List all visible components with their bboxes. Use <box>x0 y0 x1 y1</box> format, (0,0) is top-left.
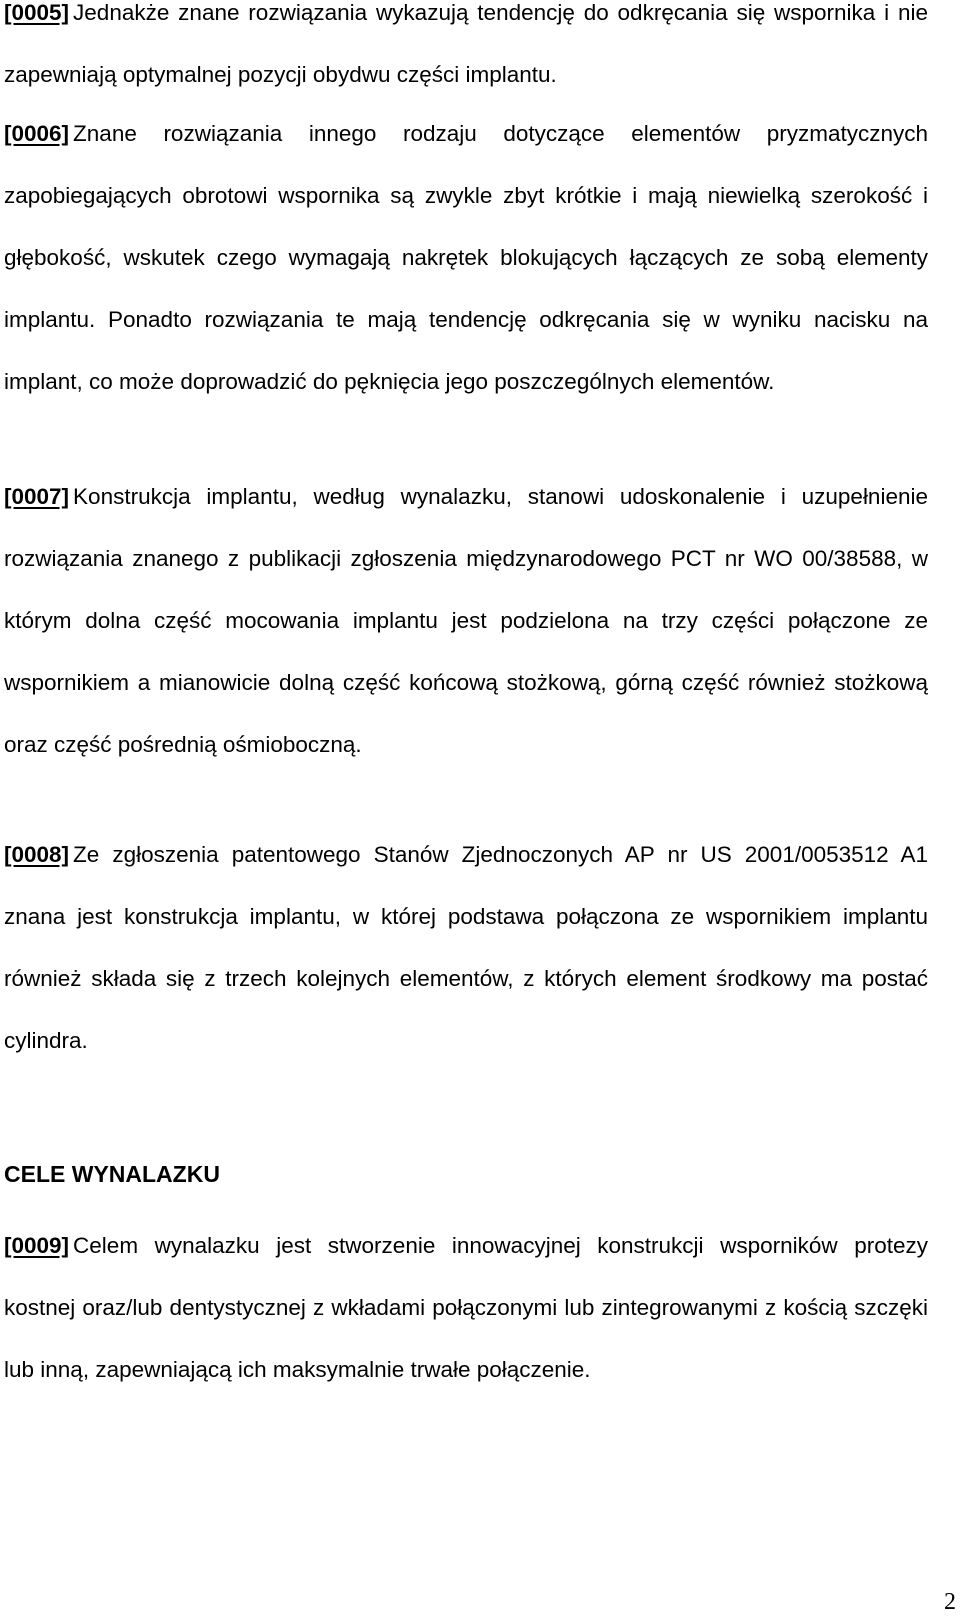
paragraph-0007 <box>4 466 928 776</box>
paragraph-number: [0005] <box>4 0 70 25</box>
paragraph-0005 <box>4 0 928 106</box>
paragraph-number: [0007] <box>4 484 70 509</box>
paragraph-0008 <box>4 824 928 1072</box>
paragraph-number: [0008] <box>4 842 70 867</box>
paragraph-number: [0009] <box>4 1233 70 1258</box>
paragraph-number: [0006] <box>4 121 70 146</box>
paragraph-0006 <box>4 103 928 413</box>
paragraph-text: Konstrukcja implantu, według wynalazku, stanowi udoskonalenie i uzupełnienie rozwiązania znanego z publikacji zgłoszenia międzynarodowego PCT nr WO 00/38588, w którym dolna część mocowania implantu jest podzielona na trzy części połączone ze wspornikiem a mianowicie dolną część końcową stożkową, górną część również stożkową oraz część pośrednią ośmioboczną. <box>4 484 928 757</box>
paragraph-text: Ze zgłoszenia patentowego Stanów Zjednoczonych AP nr US 2001/0053512 A1 znana jest konstrukcja implantu, w której podstawa połączona ze wspornikiem implantu również składa się z trzech kolejnych elementów, z których element środkowy ma postać cylindra. <box>4 842 928 1053</box>
paragraph-0009 <box>4 1215 928 1401</box>
section-heading: CELE WYNALAZKU <box>4 1161 220 1187</box>
paragraph-text: Celem wynalazku jest stworzenie innowacyjnej konstrukcji wsporników protezy kostnej oraz/lub dentystycznej z wkładami połączonymi lub zintegrowanymi z kością szczęki lub inną, zapewniającą ich maksymalnie trwałe połączenie. <box>4 1233 928 1382</box>
page-number: 2 <box>944 1589 956 1615</box>
paragraph-text: Znane rozwiązania innego rodzaju dotyczące elementów pryzmatycznych zapobiegających obrotowi wspornika są zwykle zbyt krótkie i mają niewielką szerokość i głębokość, wskutek czego wymagają nakrętek blokujących łączących ze sobą elementy implantu. Ponadto rozwiązania te mają tendencję odkręcania się w wyniku nacisku na implant, co może doprowadzić do pęknięcia jego poszczególnych elementów. <box>4 121 928 394</box>
paragraph-text: Jednakże znane rozwiązania wykazują tendencję do odkręcania się wspornika i nie zapewniają optymalnej pozycji obydwu części implantu. <box>4 0 928 87</box>
